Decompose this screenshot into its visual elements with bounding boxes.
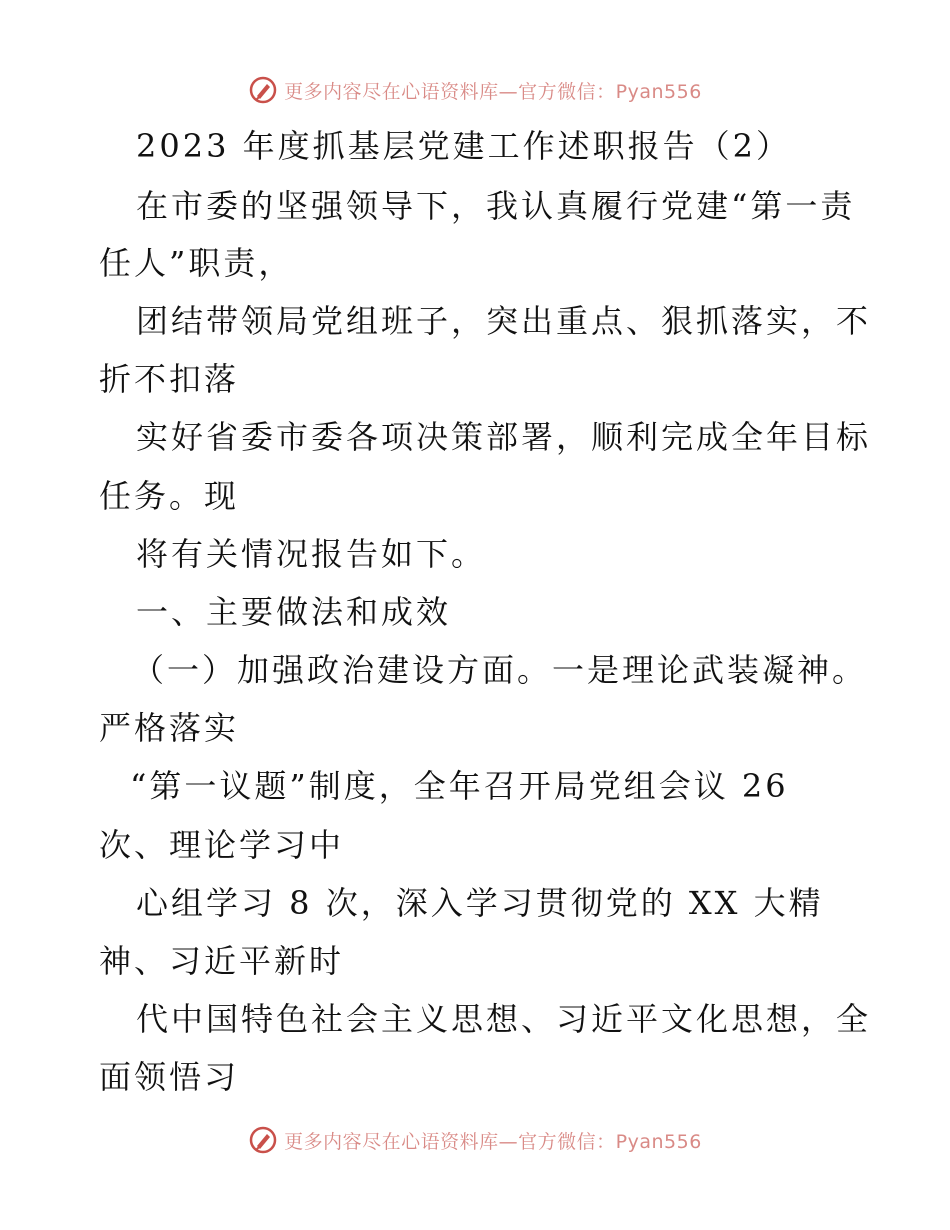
watermark-text: 更多内容尽在心语资料库—官方微信：Pyan556 — [284, 80, 702, 103]
section-heading: 一、主要做法和成效 — [136, 593, 452, 631]
watermark-footer — [0, 1120, 950, 1160]
paragraph-line: 神、习近平新时 — [99, 942, 345, 980]
pen-seal-icon — [248, 75, 278, 105]
paragraph-line: 任人”职责， — [99, 244, 294, 282]
document-title: 2023 年度抓基层党建工作述职报告（2） — [136, 127, 791, 165]
watermark-text: 更多内容尽在心语资料库—官方微信：Pyan556 — [284, 1130, 702, 1153]
paragraph-line: 严格落实 — [99, 709, 240, 747]
paragraph-line: 面领悟习 — [99, 1058, 240, 1096]
paragraph-line: 实好省委市委各项决策部署，顺利完成全年目标 — [136, 418, 872, 456]
paragraph-line: 任务。现 — [99, 477, 240, 515]
pen-seal-icon — [248, 1125, 278, 1155]
watermark-header — [0, 70, 950, 110]
paragraph-line: 次、理论学习中 — [99, 826, 345, 864]
subsection-line: （一）加强政治建设方面。一是理论武装凝神。 — [132, 651, 868, 689]
paragraph-line: 团结带领局党组班子，突出重点、狠抓落实，不 — [136, 302, 872, 340]
paragraph-line: 心组学习 8 次，深入学习贯彻党的 XX 大精 — [136, 884, 824, 922]
paragraph-line: 代中国特色社会主义思想、习近平文化思想，全 — [136, 1000, 872, 1038]
paragraph-line: “第一议题”制度，全年召开局党组会议 26 — [130, 767, 789, 805]
paragraph-line: 折不扣落 — [99, 360, 240, 398]
paragraph-line: 将有关情况报告如下。 — [136, 535, 487, 573]
paragraph-line: 在市委的坚强领导下，我认真履行党建“第一责 — [136, 187, 856, 225]
